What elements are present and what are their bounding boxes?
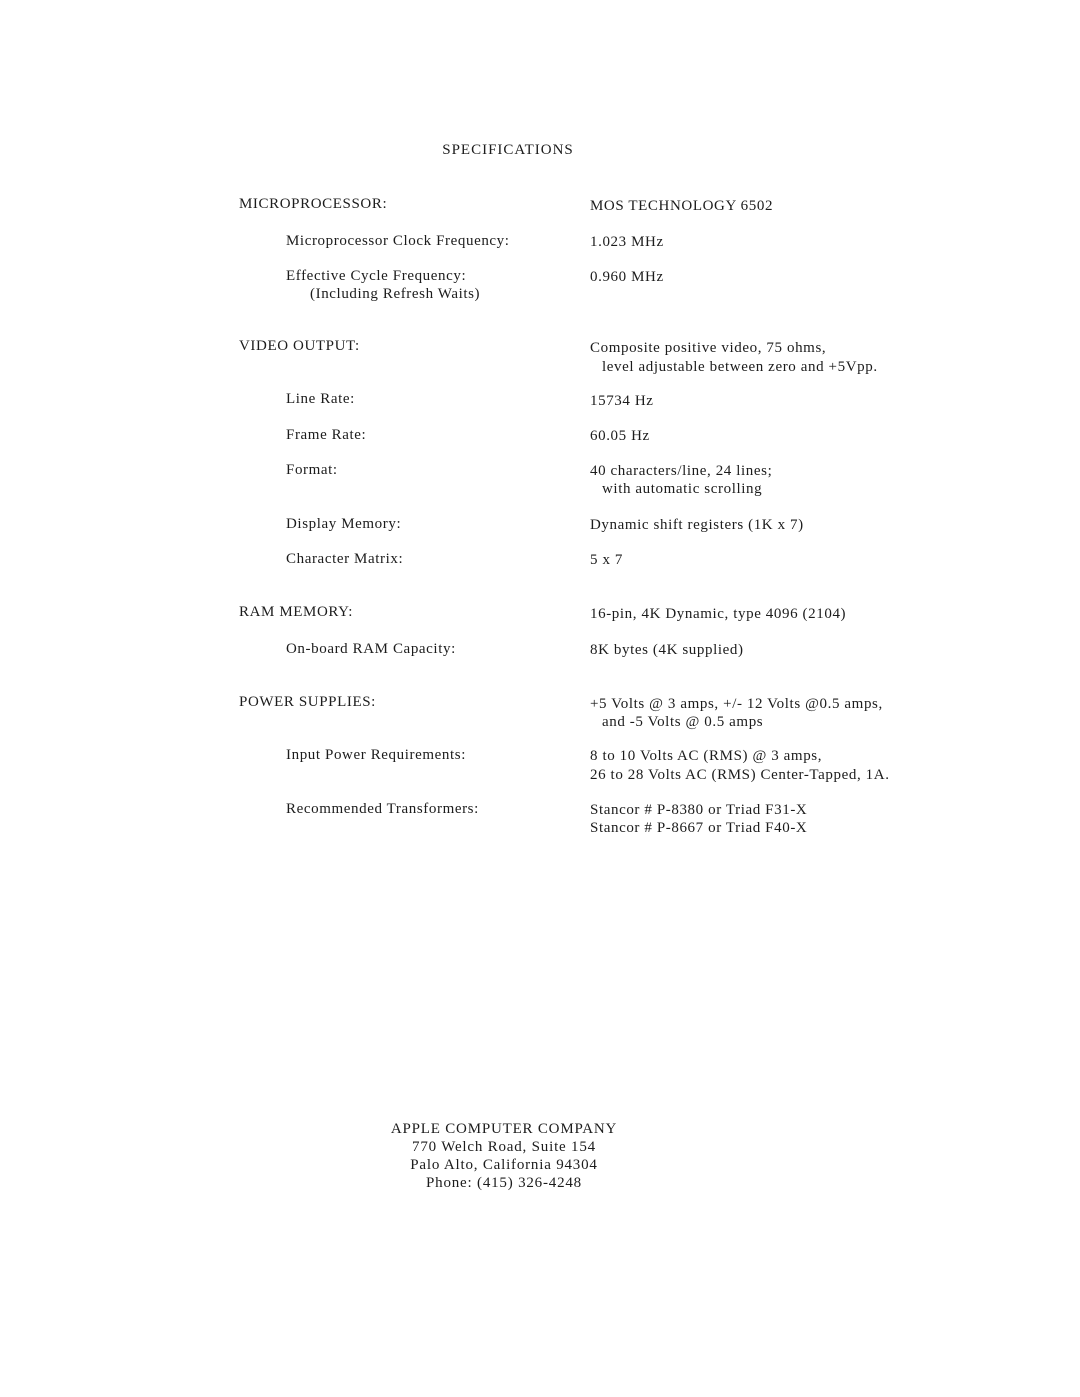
section-heading-ram: RAM MEMORY: xyxy=(239,604,353,620)
frame-rate-label: Frame Rate: xyxy=(286,427,367,443)
video-value-line-2: level adjustable between zero and +5Vpp. xyxy=(602,359,878,375)
section-heading-video: VIDEO OUTPUT: xyxy=(239,338,360,354)
transformers-value-line-1: Stancor # P-8380 or Triad F31-X xyxy=(590,802,808,818)
company-name: APPLE COMPUTER COMPANY xyxy=(390,1121,618,1137)
microprocessor-value: MOS TECHNOLOGY 6502 xyxy=(590,198,774,214)
input-power-value-line-2: 26 to 28 Volts AC (RMS) Center-Tapped, 1A. xyxy=(590,767,890,783)
input-power-value-line-1: 8 to 10 Volts AC (RMS) @ 3 amps, xyxy=(590,748,823,764)
input-power-label: Input Power Requirements: xyxy=(286,747,466,763)
ram-capacity-value: 8K bytes (4K supplied) xyxy=(590,642,744,658)
section-heading-power: POWER SUPPLIES: xyxy=(239,694,376,710)
address-line-2: Palo Alto, California 94304 xyxy=(410,1157,598,1173)
character-matrix-value: 5 x 7 xyxy=(590,552,623,568)
phone-number: Phone: (415) 326-4248 xyxy=(426,1175,582,1191)
cycle-frequency-note: (Including Refresh Waits) xyxy=(310,286,481,302)
display-memory-value: Dynamic shift registers (1K x 7) xyxy=(590,517,804,533)
format-label: Format: xyxy=(286,462,338,478)
frame-rate-value: 60.05 Hz xyxy=(590,428,650,444)
address-line-1: 770 Welch Road, Suite 154 xyxy=(412,1139,596,1155)
line-rate-label: Line Rate: xyxy=(286,391,355,407)
cycle-frequency-label: Effective Cycle Frequency: xyxy=(286,268,467,284)
section-heading-microprocessor: MICROPROCESSOR: xyxy=(239,196,388,212)
transformers-value-line-2: Stancor # P-8667 or Triad F40-X xyxy=(590,820,808,836)
power-value-line-2: and -5 Volts @ 0.5 amps xyxy=(602,714,764,730)
company-address-block xyxy=(0,1120,1008,1192)
ram-value: 16-pin, 4K Dynamic, type 4096 (2104) xyxy=(590,606,847,622)
line-rate-value: 15734 Hz xyxy=(590,393,654,409)
clock-frequency-value: 1.023 MHz xyxy=(590,234,664,250)
page-title: SPECIFICATIONS xyxy=(442,142,574,158)
format-value-line-1: 40 characters/line, 24 lines; xyxy=(590,463,773,479)
transformers-label: Recommended Transformers: xyxy=(286,801,479,817)
display-memory-label: Display Memory: xyxy=(286,516,402,532)
video-value-line-1: Composite positive video, 75 ohms, xyxy=(590,340,827,356)
power-value-line-1: +5 Volts @ 3 amps, +/- 12 Volts @0.5 amps, xyxy=(590,696,883,712)
format-value-line-2: with automatic scrolling xyxy=(602,481,763,497)
ram-capacity-label: On-board RAM Capacity: xyxy=(286,641,456,657)
character-matrix-label: Character Matrix: xyxy=(286,551,404,567)
cycle-frequency-value: 0.960 MHz xyxy=(590,269,664,285)
clock-frequency-label: Microprocessor Clock Frequency: xyxy=(286,233,510,249)
